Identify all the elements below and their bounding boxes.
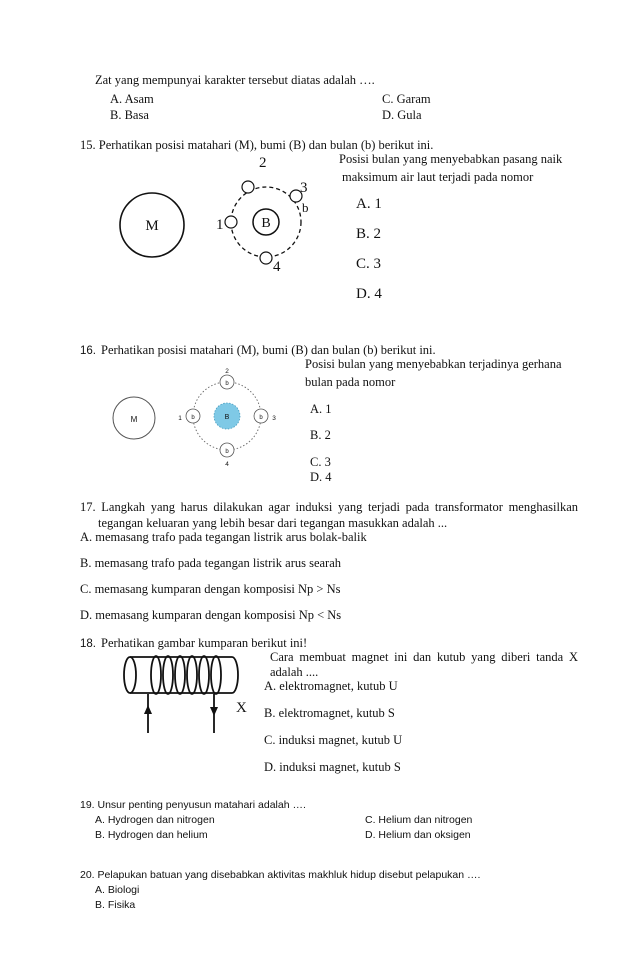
q19-option-d: D. Helium dan oksigen — [365, 829, 471, 841]
q18-arrow-up — [144, 705, 152, 714]
q15-option-a: A. 1 — [356, 196, 382, 212]
q18-option-c: C. induksi magnet, kutub U — [264, 733, 403, 747]
q14-option-b: B. Basa — [110, 108, 149, 122]
q17-option-a: A. memasang trafo pada tegangan listrik arus bolak-balik — [80, 530, 367, 544]
q16-moon-label-4: b — [225, 449, 229, 455]
q15-option-c: C. 3 — [356, 256, 382, 272]
q19-option-a: A. Hydrogen dan nitrogen — [95, 814, 215, 826]
q18-coil-turn — [211, 656, 221, 694]
q18-option-d: D. induksi magnet, kutub S — [264, 760, 401, 774]
q16-sun-label: M — [130, 415, 138, 424]
q18-mark-x: X — [236, 700, 247, 716]
q18-option-a: A. elektromagnet, kutub U — [264, 679, 398, 693]
q18-coil-turn — [199, 656, 209, 694]
q16-label-4: 4 — [225, 461, 229, 468]
q16-moon-label-2: b — [225, 381, 229, 387]
q16-number: 16. — [80, 345, 96, 357]
q20-option-a: A. Biologi — [95, 884, 140, 896]
q16-moon-label-3: b — [259, 415, 263, 421]
q15-label-3: 3 — [300, 180, 308, 196]
q15-sun-label: M — [145, 218, 159, 234]
q17-option-d: D. memasang kumparan dengan komposisi Np < Ns — [80, 608, 342, 622]
q20-option-b: B. Fisika — [95, 899, 136, 911]
q16-question-line2: bulan pada nomor — [305, 375, 396, 389]
q15-label-1: 1 — [216, 217, 224, 233]
q16-option-d: D. 4 — [310, 470, 332, 484]
q18-coil-turn — [187, 656, 197, 694]
q16-moon-label-1: b — [191, 415, 195, 421]
q16-earth-label: B — [224, 414, 230, 421]
q19-option-c: C. Helium dan nitrogen — [365, 814, 473, 826]
q14-option-c: C. Garam — [382, 92, 431, 106]
q15-stem: 15. Perhatikan posisi matahari (M), bumi (B) dan bulan (b) berikut ini. — [80, 138, 434, 152]
q15-earth-label: B — [261, 216, 271, 231]
q20-stem: 20. Pelapukan batuan yang disebabkan aktivitas makhluk hidup disebut pelapukan …. — [80, 869, 481, 881]
q15-question-line1: Posisi bulan yang menyebabkan pasang naik — [339, 152, 563, 166]
q18-coil-turn — [163, 656, 173, 694]
q16-option-c: C. 3 — [310, 455, 331, 469]
q18-coil-left-end — [124, 657, 136, 693]
q16-option-a: A. 1 — [310, 402, 332, 416]
q18-question-line2: adalah .... — [270, 665, 319, 679]
q17-stem-line1: 17. Langkah yang harus dilakukan agar induksi yang terjadi pada transformator menghasilkan — [80, 500, 578, 514]
q16-option-b: B. 2 — [310, 428, 331, 442]
q15-label-2: 2 — [259, 155, 267, 171]
q18-option-b: B. elektromagnet, kutub S — [264, 706, 395, 720]
q15-option-d: D. 4 — [356, 286, 382, 302]
q18-coil-turn — [175, 656, 185, 694]
q15-moon-label: b — [302, 200, 309, 215]
q17-option-b: B. memasang trafo pada tegangan listrik arus searah — [80, 556, 342, 570]
q18-coil-turn — [151, 656, 161, 694]
q17-stem-line2: tegangan keluaran yang lebih besar dari tegangan masukkan adalah ... — [98, 516, 448, 530]
q15-option-b: B. 2 — [356, 226, 382, 242]
q16-label-2: 2 — [225, 368, 229, 375]
q18-question-line1: Cara membuat magnet ini dan kutub yang diberi tanda X — [270, 650, 578, 664]
q16-question-line1: Posisi bulan yang menyebabkan terjadinya gerhana — [305, 357, 562, 371]
q14-option-a: A. Asam — [110, 92, 154, 106]
q15-question-line2: maksimum air laut terjadi pada nomor — [342, 170, 534, 184]
q14-option-d: D. Gula — [382, 108, 422, 122]
q19-stem: 19. Unsur penting penyusun matahari adalah …. — [80, 799, 306, 811]
q18-arrow-down — [210, 707, 218, 716]
q18-stem: Perhatikan gambar kumparan berikut ini! — [101, 636, 308, 650]
q15-label-4: 4 — [273, 259, 281, 275]
q19-option-b: B. Hydrogen dan helium — [95, 829, 208, 841]
q18-number: 18. — [80, 638, 96, 650]
q16-label-3: 3 — [272, 415, 276, 422]
q17-option-c: C. memasang kumparan dengan komposisi Np > Ns — [80, 582, 341, 596]
q16-stem: Perhatikan posisi matahari (M), bumi (B) dan bulan (b) berikut ini. — [101, 343, 436, 357]
q14-stem: Zat yang mempunyai karakter tersebut diatas adalah …. — [95, 73, 375, 87]
q16-label-1: 1 — [178, 415, 182, 422]
